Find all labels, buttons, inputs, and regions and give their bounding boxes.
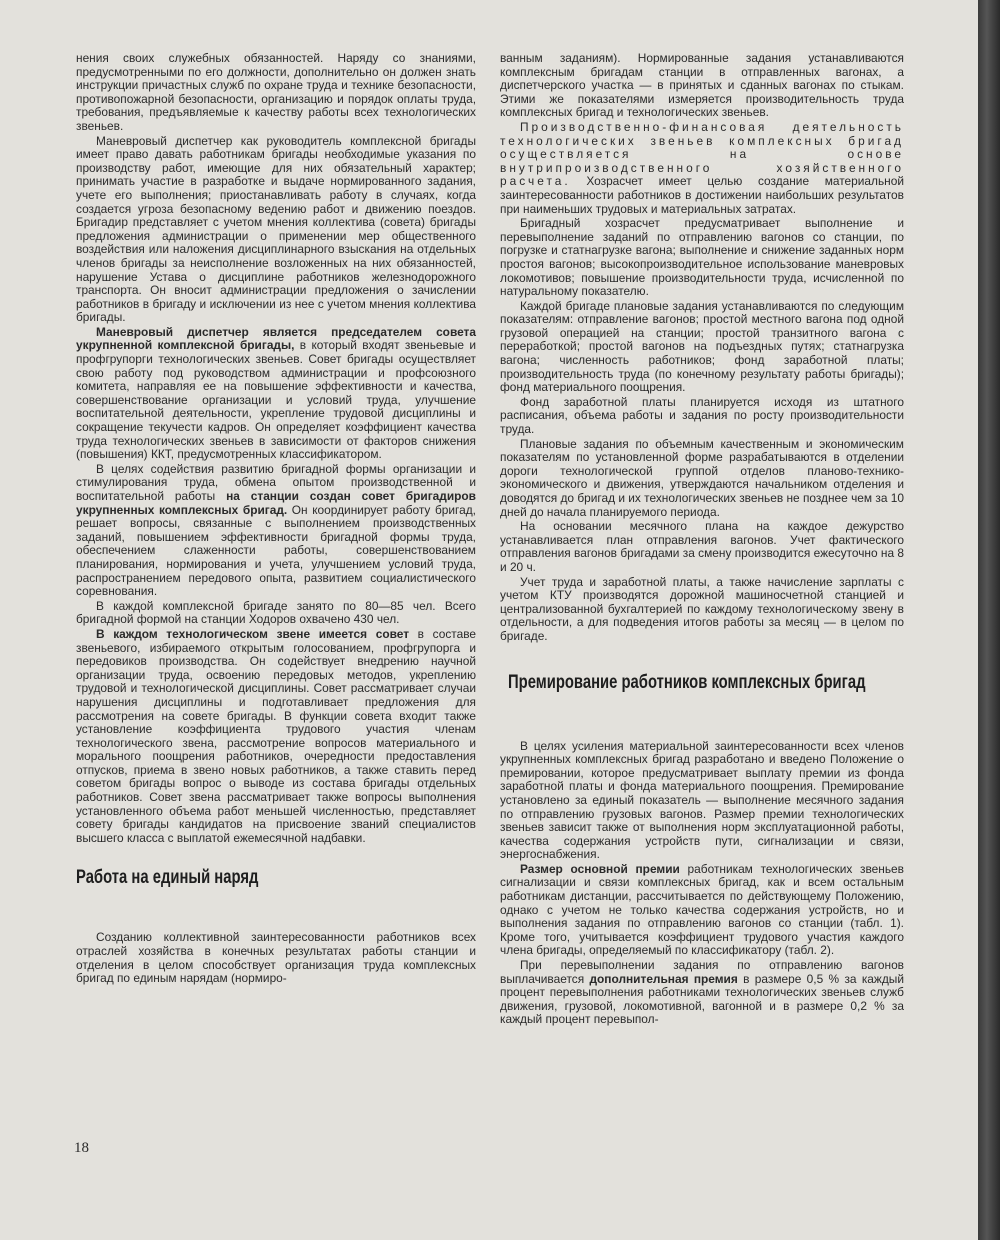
paragraph: нения своих служебных обязанностей. Наряду со знаниями, предусмотренными по его должности, дополнительно он должен знать инструкции причастных служб по охране труда и технике безопасности, противопожарной безопасности, организацию и порядок оплаты труда, требования, предъявляемые к качеству работы всех технологических звеньев. xyxy=(76,51,476,133)
text-run: В целях содействия развитию бригадной формы организации и стимулирования труда, обмена опытом производственной и воспитательной работы xyxy=(76,461,476,503)
paragraph: Фонд заработной платы планируется исходя из штатного расписания, объема работы и задания по росту производительности труда. xyxy=(500,394,904,437)
text-run: Хозрасчет имеет целью создание материальной заинтересованности работников в достижении наибольших результатов при наименьших трудовых и материальных затратах. xyxy=(500,174,904,216)
paragraph xyxy=(76,463,476,599)
paragraph: Созданию коллективной заинтересованности работников всех отраслей хозяйства в конечных результатах работы станции и отделения в целом способствует организация труда комплексных бригад по единым нарядам (нормиро- xyxy=(76,930,476,986)
text-run: в составе звеньевого, избираемого открытым голосованием, профгрупорга и передовиков производства. Он содействует внедрению научной организации труда, освоению передовых методов, укреплению трудовой и технологической дисциплины. Совет рассматривает случаи нарушения дисциплины и подготавливает предложения для рассмотрения на совете бригады. В функции совета входит также установление коэффициента трудового участия членам технологического звена, рассмотрение вопросов материального и морального поощрения работников, очередности предоставления отпусков, приема в звено новых работников, а также ставить перед советом бригады вопрос о выводе из состава бригады отдельных работников. Совет звена рассматривает также вопросы выполнения установленного объема работ меньшей численностью, представляет совету бригады кандидатов на присвоение званий специалистов высшего класса с выплатой ежемесячной надбавки. xyxy=(76,626,476,845)
left-column xyxy=(76,52,476,986)
paragraph: Каждой бригаде плановые задания устанавливаются по следующим показателям: отправление вагонов; простой местного вагона под одной грузовой операцией на станции; простой транзитного вагона с переработкой; простой вагонов на подъездных путях; статнагрузка вагона; численность работников; фонд заработной платы; производительность труда (по конечному результату работы бригады); фонд материального поощрения. xyxy=(500,298,904,395)
paragraph xyxy=(76,326,476,462)
paragraph: ванным заданиям). Нормированные задания устанавливаются комплексным бригадам станции в отправленных вагонах, а диспетчерского участка — в принятых и сданных вагонах по стыкам. Этими же показателями измеряется производительность труда комплексных бригад и технологических звеньев. xyxy=(500,51,904,120)
bold-phrase: на станции создан совет бригадиров укрупненных комплексных бригад. xyxy=(76,489,476,517)
text-run: При перевыполнении задания по отправлению вагонов выплачивается xyxy=(500,958,904,986)
paragraph: В каждой комплексной бригаде занято по 80—85 чел. Всего бригадной формой на станции Ходоров охвачено 430 чел. xyxy=(76,598,476,627)
bold-phrase: дополнительная премия xyxy=(589,971,738,986)
paragraph: Плановые задания по объемным качественным и экономическим показателям по установленной форме разрабатываются в отделении дороги технологической группой отделов планово-технико-экономического и движения, утверждаются начальником отделения и доводятся до бригад и их технологических звеньев не позднее чем за 10 дней до начала планируемого периода. xyxy=(500,436,904,519)
text-run: в размере 0,5 % за каждый процент перевыполнения работниками технологических звеньев служб движения, грузовой, локомотивной, вагонной и в размере 0,2 % за каждый процент перевыпол- xyxy=(500,971,904,1027)
paragraph xyxy=(500,959,904,1027)
paragraph: На основании месячного плана на каждое дежурство устанавливается план отправления вагонов. Учет фактического отправления вагонов бригадами за смену производится ежесуточно на 8 и 20 ч. xyxy=(500,519,904,574)
text-run: Он координирует работу бригад, решает вопросы, связанные с выполнением производственных заданий, повышением эффективности бригадной формы труда, обеспечением слаженности работы, совершенствованием планирования, нормирования и учета, улучшением условий труда, распространением передового опыта, развитием социалистического соревнования. xyxy=(76,502,476,599)
text-run: в который входят звеньевые и профгрупорги технологических звеньев. Совет бригады осуществляет свою работу под руководством администрации и профсоюзного комитета, направляя ее на повышение эффективности и качества, совершенствование организации и условий труда, улучшение воспитательной деятельности, укрепление трудовой дисциплины и сокращение текучести кадров. Он определяет коэффициент качества труда технологических звеньев в зависимости от факторов снижения (повышения) ККТ, предусмотренных классификатором. xyxy=(76,338,476,462)
bold-phrase: Размер основной премии xyxy=(520,861,680,876)
paragraph xyxy=(500,863,904,958)
paragraph xyxy=(500,121,904,216)
right-column xyxy=(500,52,904,1027)
bold-phrase: В каждом технологическом звене имеется совет xyxy=(96,626,410,641)
page-number: 18 xyxy=(74,1140,89,1156)
section-heading: Премирование работников комплексных бригад xyxy=(508,671,866,693)
binding-edge xyxy=(978,0,1000,1240)
paragraph: Маневровый диспетчер как руководитель комплексной бригады имеет право давать работникам бригады необходимые указания по производству работ, имеющие для них обязательный характер; принимать участие в разработке и выдаче нормированного задания, учете его выполнения; приостанавливать работу в случаях, когда создается угроза безопасному ведению работ и движению поездов. Бригадир представляет с учетом мнения коллектива (совета) бригады предложения администрации о применении мер общественного воздействия или наложения дисциплинарного взыскания на отдельных членов бригады за неисполнение возложенных на них обязанностей, нарушение Устава о дисциплине работников железнодорожного транспорта. Он вносит администрации предложения о зачислении работников в бригаду и исключении из нее с учетом мнения коллектива бригады. xyxy=(76,133,476,325)
spaced-phrase: Производственно-финансовая деятельность технологических звеньев комплексных бригад осуществляется на основе внутрипроизводственного хозяйственного расчета. xyxy=(500,119,904,189)
section-heading: Работа на единый наряд xyxy=(76,867,259,889)
paragraph xyxy=(76,628,476,846)
text-run: работникам технологических звеньев сигнализации и связи комплексных бригад, как и всем остальным работникам дистанции, рассчитывается по действующему Положению, однако с учетом не только качества содержания устройств, но и выполнения задания по отправлению вагонов со станции (табл. 1). Кроме того, учитывается коэффициент трудового участия каждого члена бригады, определяемый по классификатору (табл. 2). xyxy=(500,861,904,958)
bold-phrase: Маневровый диспетчер является председателем совета укрупненной комплексной бригады, xyxy=(76,324,476,353)
paragraph: В целях усиления материальной заинтересованности всех членов укрупненных комплексных бригад разработано и введено Положение о премировании, которое предусматривает выплату премии из фонда заработной платы и фонда материального поощрения. Премирование установлено за единый показатель — выполнение месячного задания по отправлению грузовых вагонов. Размер премии технологических звеньев зависит также от выполнения норм эксплуатационной работы, качества содержания устройств пути, сигнализации и связи, энергоснабжения. xyxy=(500,738,904,862)
paragraph: Бригадный хозрасчет предусматривает выполнение и перевыполнение заданий по отправлению вагонов со станции, по погрузке и статнагрузке вагона; выполнение и снижение заданных норм простоя вагонов; высокопроизводительное использование маневровых локомотивов; повышение производительности труда, исчисленной по натуральному показателю. xyxy=(500,216,904,299)
paragraph: Учет труда и заработной платы, а также начисление зарплаты с учетом КТУ производятся дорожной машиносчетной станцией и централизованной бухгалтерией по каждому технологическому звену в отдельности, а для подведения итогов работы за месяц — в целом по бригаде. xyxy=(500,574,904,643)
